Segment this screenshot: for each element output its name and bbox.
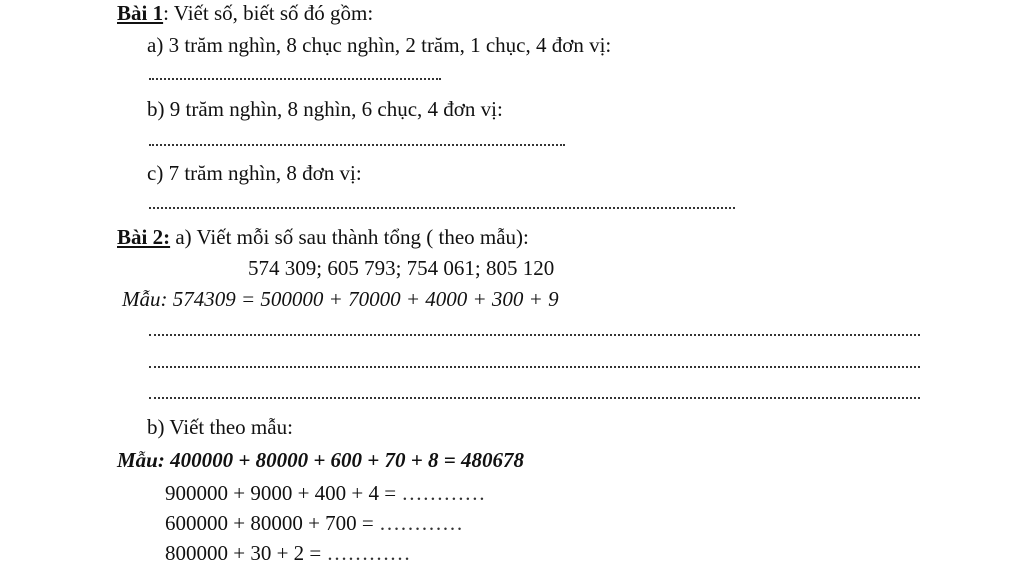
bai2-numbers: 574 309; 605 793; 754 061; 805 120 — [248, 256, 555, 280]
bai1-title: : Viết số, biết số đó gồm: — [163, 1, 374, 25]
bai2-a-title: a) Viết mỗi số sau thành tổng ( theo mẫu): — [170, 225, 529, 249]
answer-line-2a-3[interactable] — [149, 397, 920, 399]
exercise-2-blank[interactable]: ………… — [379, 511, 464, 535]
exercise-3-expr: 800000 + 30 + 2 = — [165, 541, 327, 565]
exercise-2 — [165, 510, 463, 536]
bai1-heading — [117, 0, 373, 26]
mau-a-expr: 574309 = 500000 + 70000 + 4000 + 300 + 9 — [167, 287, 559, 311]
bai1-label: Bài 1 — [117, 1, 164, 25]
bai1-item-a: a) 3 trăm nghìn, 8 chục nghìn, 2 trăm, 1 chục, 4 đơn vị: — [147, 33, 612, 57]
bai2-heading — [117, 224, 529, 250]
mau-a-label: Mẫu: — [122, 287, 168, 311]
mau-b-label: Mẫu: — [117, 448, 165, 472]
bai2-label: Bài 2: — [117, 225, 171, 249]
bai2-mau-a — [122, 286, 559, 312]
exercise-3-blank[interactable]: ………… — [326, 541, 411, 565]
mau-b-expr: 400000 + 80000 + 600 + 70 + 8 = 480678 — [164, 448, 524, 472]
answer-line-c[interactable] — [149, 207, 735, 209]
answer-line-2a-2[interactable] — [149, 366, 920, 368]
exercise-1-blank[interactable]: ………… — [401, 481, 486, 505]
answer-line-a[interactable] — [149, 78, 441, 80]
bai2-b-title: b) Viết theo mẫu: — [147, 415, 293, 439]
bai1-item-b: b) 9 trăm nghìn, 8 nghìn, 6 chục, 4 đơn vị: — [147, 97, 503, 121]
exercise-1-expr: 900000 + 9000 + 400 + 4 = — [165, 481, 402, 505]
exercise-3 — [165, 540, 411, 566]
exercise-2-expr: 600000 + 80000 + 700 = — [165, 511, 380, 535]
answer-line-2a-1[interactable] — [149, 334, 920, 336]
bai1-item-c: c) 7 trăm nghìn, 8 đơn vị: — [147, 161, 362, 185]
exercise-1 — [165, 480, 485, 506]
answer-line-b[interactable] — [149, 144, 565, 146]
bai2-mau-b — [117, 447, 524, 473]
